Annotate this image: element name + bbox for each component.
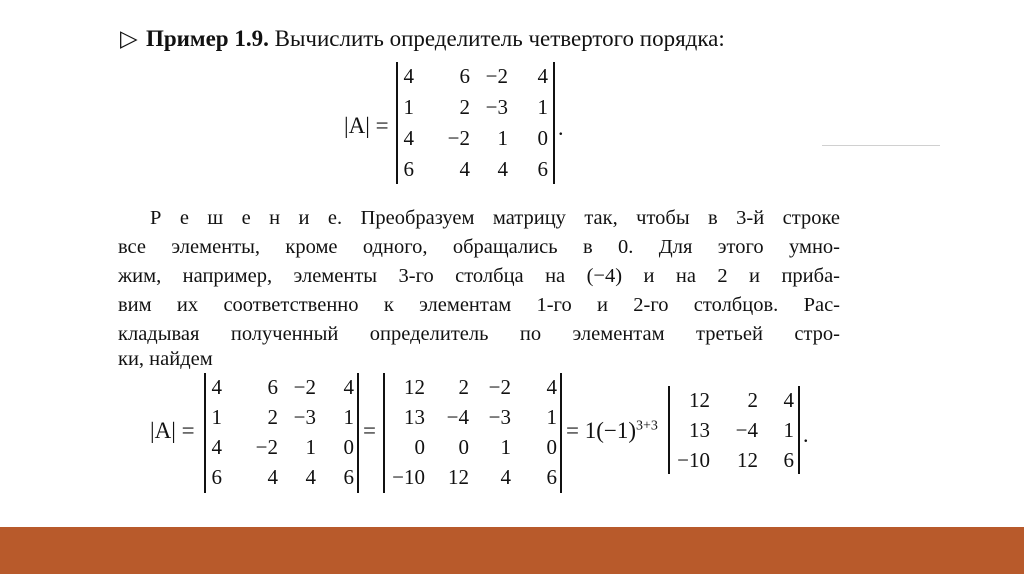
- matrix-cell: 0: [343, 435, 354, 459]
- det2-cofactor: [566, 418, 658, 444]
- matrix-cell: 13: [689, 418, 710, 442]
- matrix-cell: 4: [211, 435, 222, 459]
- example-label: Пример 1.9.: [146, 26, 269, 51]
- matrix-cell: 1: [537, 95, 548, 119]
- solution-line-1: Р е ш е н и е. Преобразуем матрицу так, чтобы в 3-й строке: [150, 207, 840, 229]
- det2-lhs: |A| =: [150, 418, 195, 443]
- matrix-cell: 2: [459, 95, 470, 119]
- matrix-cell: 12: [737, 448, 758, 472]
- matrix-cell: −2: [488, 375, 511, 399]
- matrix-cell: 4: [546, 375, 557, 399]
- det2-end: .: [803, 422, 809, 447]
- matrix-cell: 2: [747, 388, 758, 412]
- matrix-cell: −3: [485, 95, 508, 119]
- matrix-cell: 4: [783, 388, 794, 412]
- matrix-cell: −3: [293, 405, 316, 429]
- solution-line-6: ки, найдем: [118, 348, 213, 370]
- matrix-cell: −2: [293, 375, 316, 399]
- det2-m3-left-bar: [668, 386, 670, 474]
- matrix-cell: 0: [546, 435, 557, 459]
- matrix-cell: −10: [677, 448, 710, 472]
- matrix-cell: −2: [255, 435, 278, 459]
- footer-bar: [0, 527, 1024, 574]
- matrix-cell: 6: [783, 448, 794, 472]
- det2-equals-1: =: [363, 418, 376, 443]
- solution-line-2: все элементы, кроме одного, обращались в 0. Для этого умно-: [118, 236, 840, 258]
- matrix-cell: 4: [459, 157, 470, 181]
- matrix-cell: 6: [403, 157, 414, 181]
- matrix-cell: 4: [403, 126, 414, 150]
- det2-m2-left-bar: [383, 373, 385, 493]
- matrix-cell: −10: [392, 465, 425, 489]
- example-task: Вычислить определитель четвертого порядка:: [274, 26, 725, 51]
- det2-m3-right-bar: [798, 386, 800, 474]
- matrix-cell: 6: [211, 465, 222, 489]
- matrix-cell: 2: [458, 375, 469, 399]
- matrix-cell: 4: [211, 375, 222, 399]
- matrix-cell: 4: [267, 465, 278, 489]
- det1-end: .: [558, 115, 564, 140]
- matrix-cell: −2: [447, 126, 470, 150]
- det1-lhs: |A| =: [344, 113, 389, 138]
- solution-line-3: жим, например, элементы 3-го столбца на (−4) и на 2 и приба-: [118, 265, 840, 287]
- matrix-cell: 4: [305, 465, 316, 489]
- matrix-cell: 6: [343, 465, 354, 489]
- det2-exponent: 3+3: [636, 418, 658, 434]
- matrix-cell: 1: [211, 405, 222, 429]
- matrix-cell: −4: [735, 418, 758, 442]
- matrix-cell: 1: [546, 405, 557, 429]
- solution-line-4: вим их соответственно к элементам 1-го и 2-го столбцов. Рас-: [118, 294, 840, 316]
- matrix-cell: 1: [305, 435, 316, 459]
- matrix-cell: 13: [404, 405, 425, 429]
- matrix-cell: 6: [537, 157, 548, 181]
- det1-left-bar: [396, 62, 398, 184]
- matrix-cell: 4: [537, 64, 548, 88]
- matrix-cell: 6: [546, 465, 557, 489]
- matrix-cell: 1: [783, 418, 794, 442]
- matrix-cell: −3: [488, 405, 511, 429]
- example-title: [120, 26, 725, 52]
- decorative-line: [822, 145, 940, 146]
- matrix-cell: 0: [537, 126, 548, 150]
- matrix-cell: 4: [497, 157, 508, 181]
- matrix-cell: 1: [500, 435, 511, 459]
- matrix-cell: 1: [497, 126, 508, 150]
- triangle-marker-icon: ▷: [120, 26, 138, 51]
- matrix-cell: 1: [343, 405, 354, 429]
- matrix-cell: 0: [414, 435, 425, 459]
- matrix-cell: 6: [459, 64, 470, 88]
- matrix-cell: 12: [448, 465, 469, 489]
- det2-equals-2: = 1(−1): [566, 418, 637, 443]
- matrix-cell: 1: [403, 95, 414, 119]
- solution-line-5: кладывая полученный определитель по элементам третьей стро-: [118, 323, 840, 345]
- det2-m1-right-bar: [357, 373, 359, 493]
- matrix-cell: −2: [485, 64, 508, 88]
- det2-m1-left-bar: [204, 373, 206, 493]
- matrix-cell: 2: [267, 405, 278, 429]
- matrix-cell: 12: [689, 388, 710, 412]
- matrix-cell: 4: [403, 64, 414, 88]
- matrix-cell: 4: [500, 465, 511, 489]
- matrix-cell: −4: [446, 405, 469, 429]
- det2-m2-right-bar: [560, 373, 562, 493]
- matrix-cell: 0: [458, 435, 469, 459]
- matrix-cell: 4: [343, 375, 354, 399]
- matrix-cell: 12: [404, 375, 425, 399]
- matrix-cell: 6: [267, 375, 278, 399]
- det1-right-bar: [553, 62, 555, 184]
